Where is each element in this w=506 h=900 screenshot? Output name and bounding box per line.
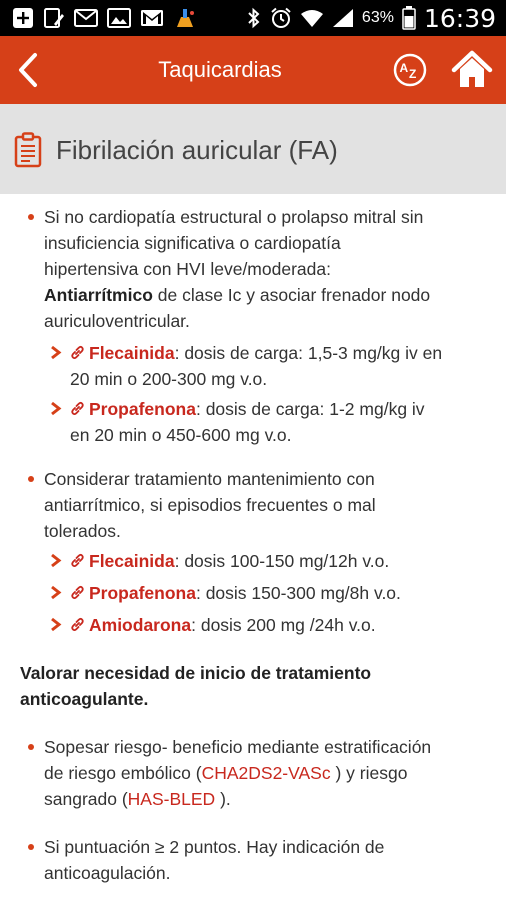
section-header: [0, 104, 506, 194]
text-line: antiarrítmico, si episodios frecuentes o mal: [44, 495, 376, 515]
text-line: Considerar tratamiento mantenimiento con: [44, 469, 375, 489]
text-span: de clase Ic y asociar frenador nodo: [152, 285, 431, 305]
text-span: : dosis 100-150 mg/12h v.o.: [174, 551, 390, 571]
bold-term: Antiarrítmico: [44, 285, 153, 305]
home-icon: [451, 50, 493, 90]
drug-link-propafenona[interactable]: [70, 583, 196, 603]
text-line: anticoagulante.: [20, 689, 149, 709]
drug-list-item: [50, 580, 494, 606]
text-line: [44, 786, 496, 812]
home-button[interactable]: [451, 50, 493, 90]
text-line: Sopesar riesgo- beneficio mediante estratificación: [44, 737, 432, 757]
text-span: : dosis 150-300 mg/8h v.o.: [195, 583, 401, 603]
screen-title: Taquicardias: [158, 57, 282, 82]
drug-link-flecainida[interactable]: [70, 343, 175, 363]
subheading-paragraph: [20, 660, 490, 712]
text-span: : dosis de carga: 1-2 mg/kg iv: [195, 399, 425, 419]
mail-icon: [74, 8, 98, 28]
text-line: 20 min o 200-300 mg v.o.: [70, 369, 268, 389]
battery-percent: 63%: [361, 9, 394, 26]
status-bar: [0, 0, 506, 36]
bluetooth-icon: [246, 7, 262, 29]
text-line: tolerados.: [44, 521, 121, 541]
drug-list-item: [50, 548, 494, 574]
bullet-marker: [28, 214, 34, 220]
drug-name: Flecainida: [89, 551, 175, 571]
text-span: ).: [215, 789, 231, 809]
battery-icon: [402, 6, 416, 30]
system-icons: [246, 4, 506, 33]
chevron-right-icon: [50, 617, 62, 632]
has-bled-link[interactable]: HAS-BLED: [127, 789, 216, 809]
link-icon: [70, 553, 85, 568]
text-line: [44, 760, 496, 786]
link-icon: [70, 585, 85, 600]
az-index-button[interactable]: [393, 53, 427, 87]
notification-icons: [0, 7, 197, 29]
clock: 16:39: [423, 3, 496, 33]
text-line: insuficiencia significativa o cardiopatía: [44, 233, 341, 253]
cha2ds2-vasc-link[interactable]: CHA2DS2-VASc: [201, 763, 331, 783]
text-line: hipertensiva con HVI leve/moderada:: [44, 259, 331, 279]
chevron-right-icon: [50, 345, 62, 360]
chevron-right-icon: [50, 585, 62, 600]
drug-link-propafenona[interactable]: [70, 399, 196, 419]
chevron-right-icon: [50, 553, 62, 568]
text-line: Valorar necesidad de inicio de tratamiento: [20, 663, 372, 683]
text-span: sangrado (: [44, 789, 128, 809]
text-line: [44, 282, 496, 308]
text-span: ) y riesgo: [330, 763, 408, 783]
text-span: : dosis de carga: 1,5-3 mg/kg iv en: [174, 343, 443, 363]
drug-name: Propafenona: [89, 583, 196, 603]
list-item: [26, 466, 496, 544]
bullet-marker: [28, 744, 34, 750]
text-line: [70, 340, 494, 366]
text-span: de riesgo embólico (: [44, 763, 202, 783]
text-line: auriculoventricular.: [44, 311, 190, 331]
alarm-icon: [270, 7, 292, 29]
text-line: [70, 580, 494, 606]
signal-icon: [332, 8, 354, 28]
section-title: Fibrilación auricular (FA): [56, 135, 338, 165]
text-line: anticoagulación.: [44, 863, 171, 883]
edit-note-icon: [43, 7, 65, 29]
text-line: [70, 396, 494, 422]
list-item: [26, 734, 496, 812]
svg-text:A: A: [399, 61, 409, 75]
wifi-icon: [300, 8, 324, 28]
text-span: : dosis 200 mg /24h v.o.: [191, 615, 376, 635]
svg-text:Z: Z: [409, 67, 417, 81]
drug-link-amiodarona[interactable]: [70, 615, 191, 635]
gmail-icon: [140, 8, 164, 28]
text-line: [70, 612, 494, 638]
chevron-right-icon: [50, 401, 62, 416]
text-line: en 20 min o 450-600 mg v.o.: [70, 425, 292, 445]
link-icon: [70, 401, 85, 416]
link-icon: [70, 345, 85, 360]
drug-link-flecainida[interactable]: [70, 551, 175, 571]
link-icon: [70, 617, 85, 632]
clipboard-icon: [14, 132, 42, 168]
bullet-marker: [28, 844, 34, 850]
text-line: Si puntuación ≥ 2 puntos. Hay indicación de: [44, 837, 385, 857]
list-item: [26, 204, 496, 334]
add-box-icon: [12, 7, 34, 29]
drug-name: Amiodarona: [89, 615, 192, 635]
az-index-icon: [393, 53, 427, 87]
list-item: [26, 834, 496, 886]
article-content: [0, 194, 506, 900]
drug-list-item: [50, 340, 494, 392]
bullet-marker: [28, 476, 34, 482]
text-line: [70, 548, 494, 574]
image-icon: [107, 8, 131, 28]
drug-name: Propafenona: [89, 399, 196, 419]
cleaner-icon: [173, 7, 197, 29]
drug-list-item: [50, 396, 494, 448]
app-bar: [0, 36, 506, 104]
text-line: Si no cardiopatía estructural o prolapso mitral sin: [44, 207, 424, 227]
drug-name: Flecainida: [89, 343, 175, 363]
drug-list-item: [50, 612, 494, 638]
